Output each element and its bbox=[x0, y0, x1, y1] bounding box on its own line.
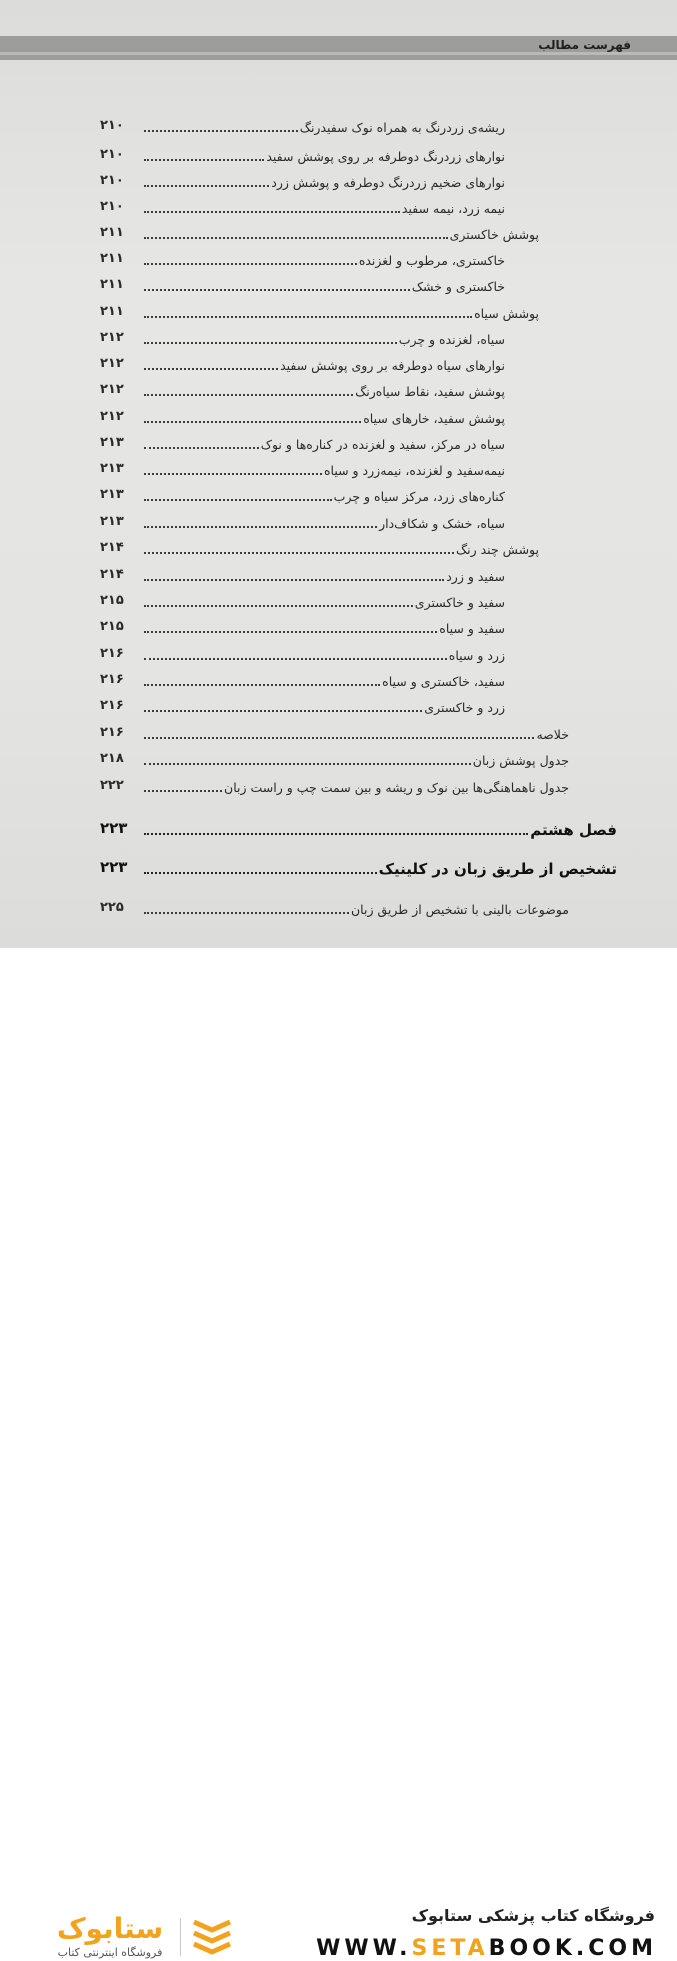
toc-entry bbox=[100, 456, 505, 480]
toc-entry-page: ۲۱۱ bbox=[100, 225, 124, 240]
toc-entry-page: ۲۱۲ bbox=[100, 330, 124, 345]
toc-entry-page: ۲۱۰ bbox=[100, 118, 124, 133]
toc-entry-page: ۲۱۳ bbox=[100, 514, 124, 529]
toc-entry-page: ۲۱۶ bbox=[100, 672, 124, 687]
toc-entry bbox=[100, 142, 505, 166]
toc-entry bbox=[100, 351, 505, 375]
dot-leader bbox=[144, 211, 400, 213]
toc-entry-label: فصل هشتم bbox=[530, 821, 617, 839]
chapter-heading-row bbox=[100, 817, 617, 841]
toc-entry-page: ۲۱۳ bbox=[100, 487, 124, 502]
toc-entry-label: خاکستری، مرطوب و لغزنده bbox=[358, 253, 505, 268]
dot-leader bbox=[144, 368, 278, 370]
toc-entry bbox=[100, 272, 505, 296]
dot-leader bbox=[144, 130, 298, 132]
toc-entry-page: ۲۱۱ bbox=[100, 277, 124, 292]
toc-entry bbox=[100, 509, 505, 533]
url-suffix: BOOK.COM bbox=[488, 1936, 657, 1961]
toc-entry-page: ۲۲۳ bbox=[100, 819, 128, 837]
toc-entry-page: ۲۱۴ bbox=[100, 540, 124, 555]
dot-leader bbox=[144, 684, 380, 686]
toc-entry-label: کناره‌های زرد، مرکز سیاه و چرب bbox=[333, 489, 505, 504]
toc-entry-label: سفید و سیاه bbox=[439, 621, 505, 636]
toc-entry bbox=[100, 430, 505, 454]
dot-leader bbox=[144, 790, 222, 792]
table-of-contents bbox=[0, 0, 677, 948]
toc-entry-label: نوارهای زردرنگ دوطرفه بر روی پوشش سفید bbox=[266, 149, 505, 164]
shop-name: فروشگاه کتاب پزشکی ستابوک bbox=[411, 1906, 655, 1925]
dot-leader bbox=[144, 763, 471, 765]
toc-entry-page: ۲۱۱ bbox=[100, 304, 124, 319]
toc-entry-label: سیاه در مرکز، سفید و لغزنده در کناره‌ها و نوک bbox=[260, 437, 505, 452]
dot-leader bbox=[144, 872, 377, 874]
dot-leader bbox=[144, 710, 422, 712]
toc-entry-label: سیاه، خشک و شکاف‌دار bbox=[379, 516, 505, 531]
dot-leader bbox=[144, 159, 264, 161]
dot-leader bbox=[144, 394, 353, 396]
logo-subtitle: فروشگاه اینترنتی کتاب bbox=[57, 1946, 163, 1959]
dot-leader bbox=[144, 447, 259, 449]
footer-banner bbox=[0, 948, 677, 1961]
toc-entry-page: ۲۱۵ bbox=[100, 619, 124, 634]
shop-url[interactable] bbox=[316, 1936, 657, 1961]
toc-entry bbox=[100, 641, 505, 665]
toc-entry bbox=[100, 246, 505, 270]
toc-entry-label: جدول ناهماهنگی‌ها بین نوک و ریشه و بین سمت چپ و راست زبان bbox=[224, 780, 569, 795]
dot-leader bbox=[144, 552, 454, 554]
url-accent: SETA bbox=[411, 1936, 489, 1961]
toc-entry bbox=[100, 693, 505, 717]
toc-entry-label: پوشش سفید، خارهای سیاه bbox=[363, 411, 505, 426]
dot-leader bbox=[144, 237, 448, 239]
toc-entry bbox=[100, 895, 569, 919]
toc-entry bbox=[100, 299, 539, 323]
logo-text: ستابوک bbox=[56, 1912, 164, 1945]
toc-entry-page: ۲۱۲ bbox=[100, 382, 124, 397]
toc-entry-label: نوارهای سیاه دوطرفه بر روی پوشش سفید bbox=[280, 358, 505, 373]
toc-entry-label: نیمه زرد، نیمه سفید bbox=[401, 201, 505, 216]
toc-entry-label: موضوعات بالینی با تشخیص از طریق زبان bbox=[351, 902, 569, 917]
toc-entry-page: ۲۲۵ bbox=[100, 900, 124, 915]
toc-entry bbox=[100, 746, 569, 770]
toc-entry-label: تشخیص از طریق زبان در کلینیک bbox=[378, 860, 617, 878]
toc-entry-label: سفید، خاکستری و سیاه bbox=[382, 674, 505, 689]
toc-entry-page: ۲۱۰ bbox=[100, 147, 124, 162]
toc-entry bbox=[100, 562, 505, 586]
dot-leader bbox=[144, 289, 410, 291]
toc-entry-label: ریشه‌ی زردرنگ به همراه نوک سفیدرنگ bbox=[299, 120, 505, 135]
book-stack-icon bbox=[190, 1914, 234, 1958]
toc-entry-label: پوشش سفید، نقاط سیاه‌رنگ bbox=[355, 384, 505, 399]
dot-leader bbox=[144, 658, 447, 660]
dot-leader bbox=[144, 316, 472, 318]
toc-entry-page: ۲۱۸ bbox=[100, 751, 124, 766]
toc-entry bbox=[100, 113, 505, 137]
toc-entry bbox=[100, 220, 539, 244]
page-header-title: فهرست مطالب bbox=[538, 38, 631, 52]
toc-entry bbox=[100, 773, 569, 797]
dot-leader bbox=[144, 605, 413, 607]
toc-entry bbox=[100, 588, 505, 612]
chapter-heading-row bbox=[100, 856, 617, 880]
toc-entry bbox=[100, 194, 505, 218]
toc-entry-label: نیمه‌سفید و لغزنده، نیمه‌زرد و سیاه bbox=[323, 463, 505, 478]
toc-entry-label: جدول پوشش زبان bbox=[472, 753, 569, 768]
toc-entry-label: سیاه، لغزنده و چرب bbox=[398, 332, 505, 347]
dot-leader bbox=[144, 737, 534, 739]
book-page bbox=[0, 0, 677, 948]
toc-entry-page: ۲۱۴ bbox=[100, 567, 124, 582]
toc-entry bbox=[100, 404, 505, 428]
toc-entry-label: خلاصه bbox=[536, 727, 569, 742]
dot-leader bbox=[144, 185, 269, 187]
dot-leader bbox=[144, 473, 322, 475]
toc-entry-label: نوارهای ضخیم زردرنگ دوطرفه و پوشش زرد bbox=[271, 175, 505, 190]
toc-entry-label: زرد و سیاه bbox=[448, 648, 505, 663]
toc-entry bbox=[100, 325, 505, 349]
toc-entry-label: سفید و خاکستری bbox=[414, 595, 505, 610]
toc-entry bbox=[100, 482, 505, 506]
toc-entry bbox=[100, 168, 505, 192]
toc-entry-page: ۲۱۰ bbox=[100, 173, 124, 188]
toc-entry-label: پوشش خاکستری bbox=[449, 227, 539, 242]
toc-entry-page: ۲۱۳ bbox=[100, 461, 124, 476]
toc-entry bbox=[100, 720, 569, 744]
toc-entry-label: خاکستری و خشک bbox=[411, 279, 505, 294]
dot-leader bbox=[144, 526, 377, 528]
toc-entry-label: سفید و زرد bbox=[446, 569, 505, 584]
toc-entry-page: ۲۱۶ bbox=[100, 725, 124, 740]
dot-leader bbox=[144, 833, 528, 835]
toc-entry-page: ۲۱۶ bbox=[100, 646, 124, 661]
toc-entry bbox=[100, 614, 505, 638]
url-prefix: WWW. bbox=[316, 1936, 412, 1961]
dot-leader bbox=[144, 342, 397, 344]
dot-leader bbox=[144, 499, 332, 501]
dot-leader bbox=[144, 263, 357, 265]
toc-entry-label: پوشش چند رنگ bbox=[455, 542, 539, 557]
toc-entry-page: ۲۱۵ bbox=[100, 593, 124, 608]
toc-entry bbox=[100, 377, 505, 401]
toc-entry-page: ۲۱۳ bbox=[100, 435, 124, 450]
toc-entry-page: ۲۲۳ bbox=[100, 858, 128, 876]
dot-leader bbox=[144, 631, 437, 633]
dot-leader bbox=[144, 421, 361, 423]
toc-entry-page: ۲۱۱ bbox=[100, 251, 124, 266]
toc-entry-page: ۲۲۲ bbox=[100, 778, 124, 793]
toc-entry-page: ۲۱۲ bbox=[100, 409, 124, 424]
toc-entry-page: ۲۱۰ bbox=[100, 199, 124, 214]
dot-leader bbox=[144, 912, 349, 914]
toc-entry-label: پوشش سیاه bbox=[474, 306, 539, 321]
toc-entry bbox=[100, 667, 505, 691]
toc-entry-page: ۲۱۲ bbox=[100, 356, 124, 371]
toc-entry bbox=[100, 535, 539, 559]
logo-divider bbox=[180, 1918, 181, 1956]
dot-leader bbox=[144, 579, 444, 581]
toc-entry-page: ۲۱۶ bbox=[100, 698, 124, 713]
toc-entry-label: زرد و خاکستری bbox=[424, 700, 505, 715]
